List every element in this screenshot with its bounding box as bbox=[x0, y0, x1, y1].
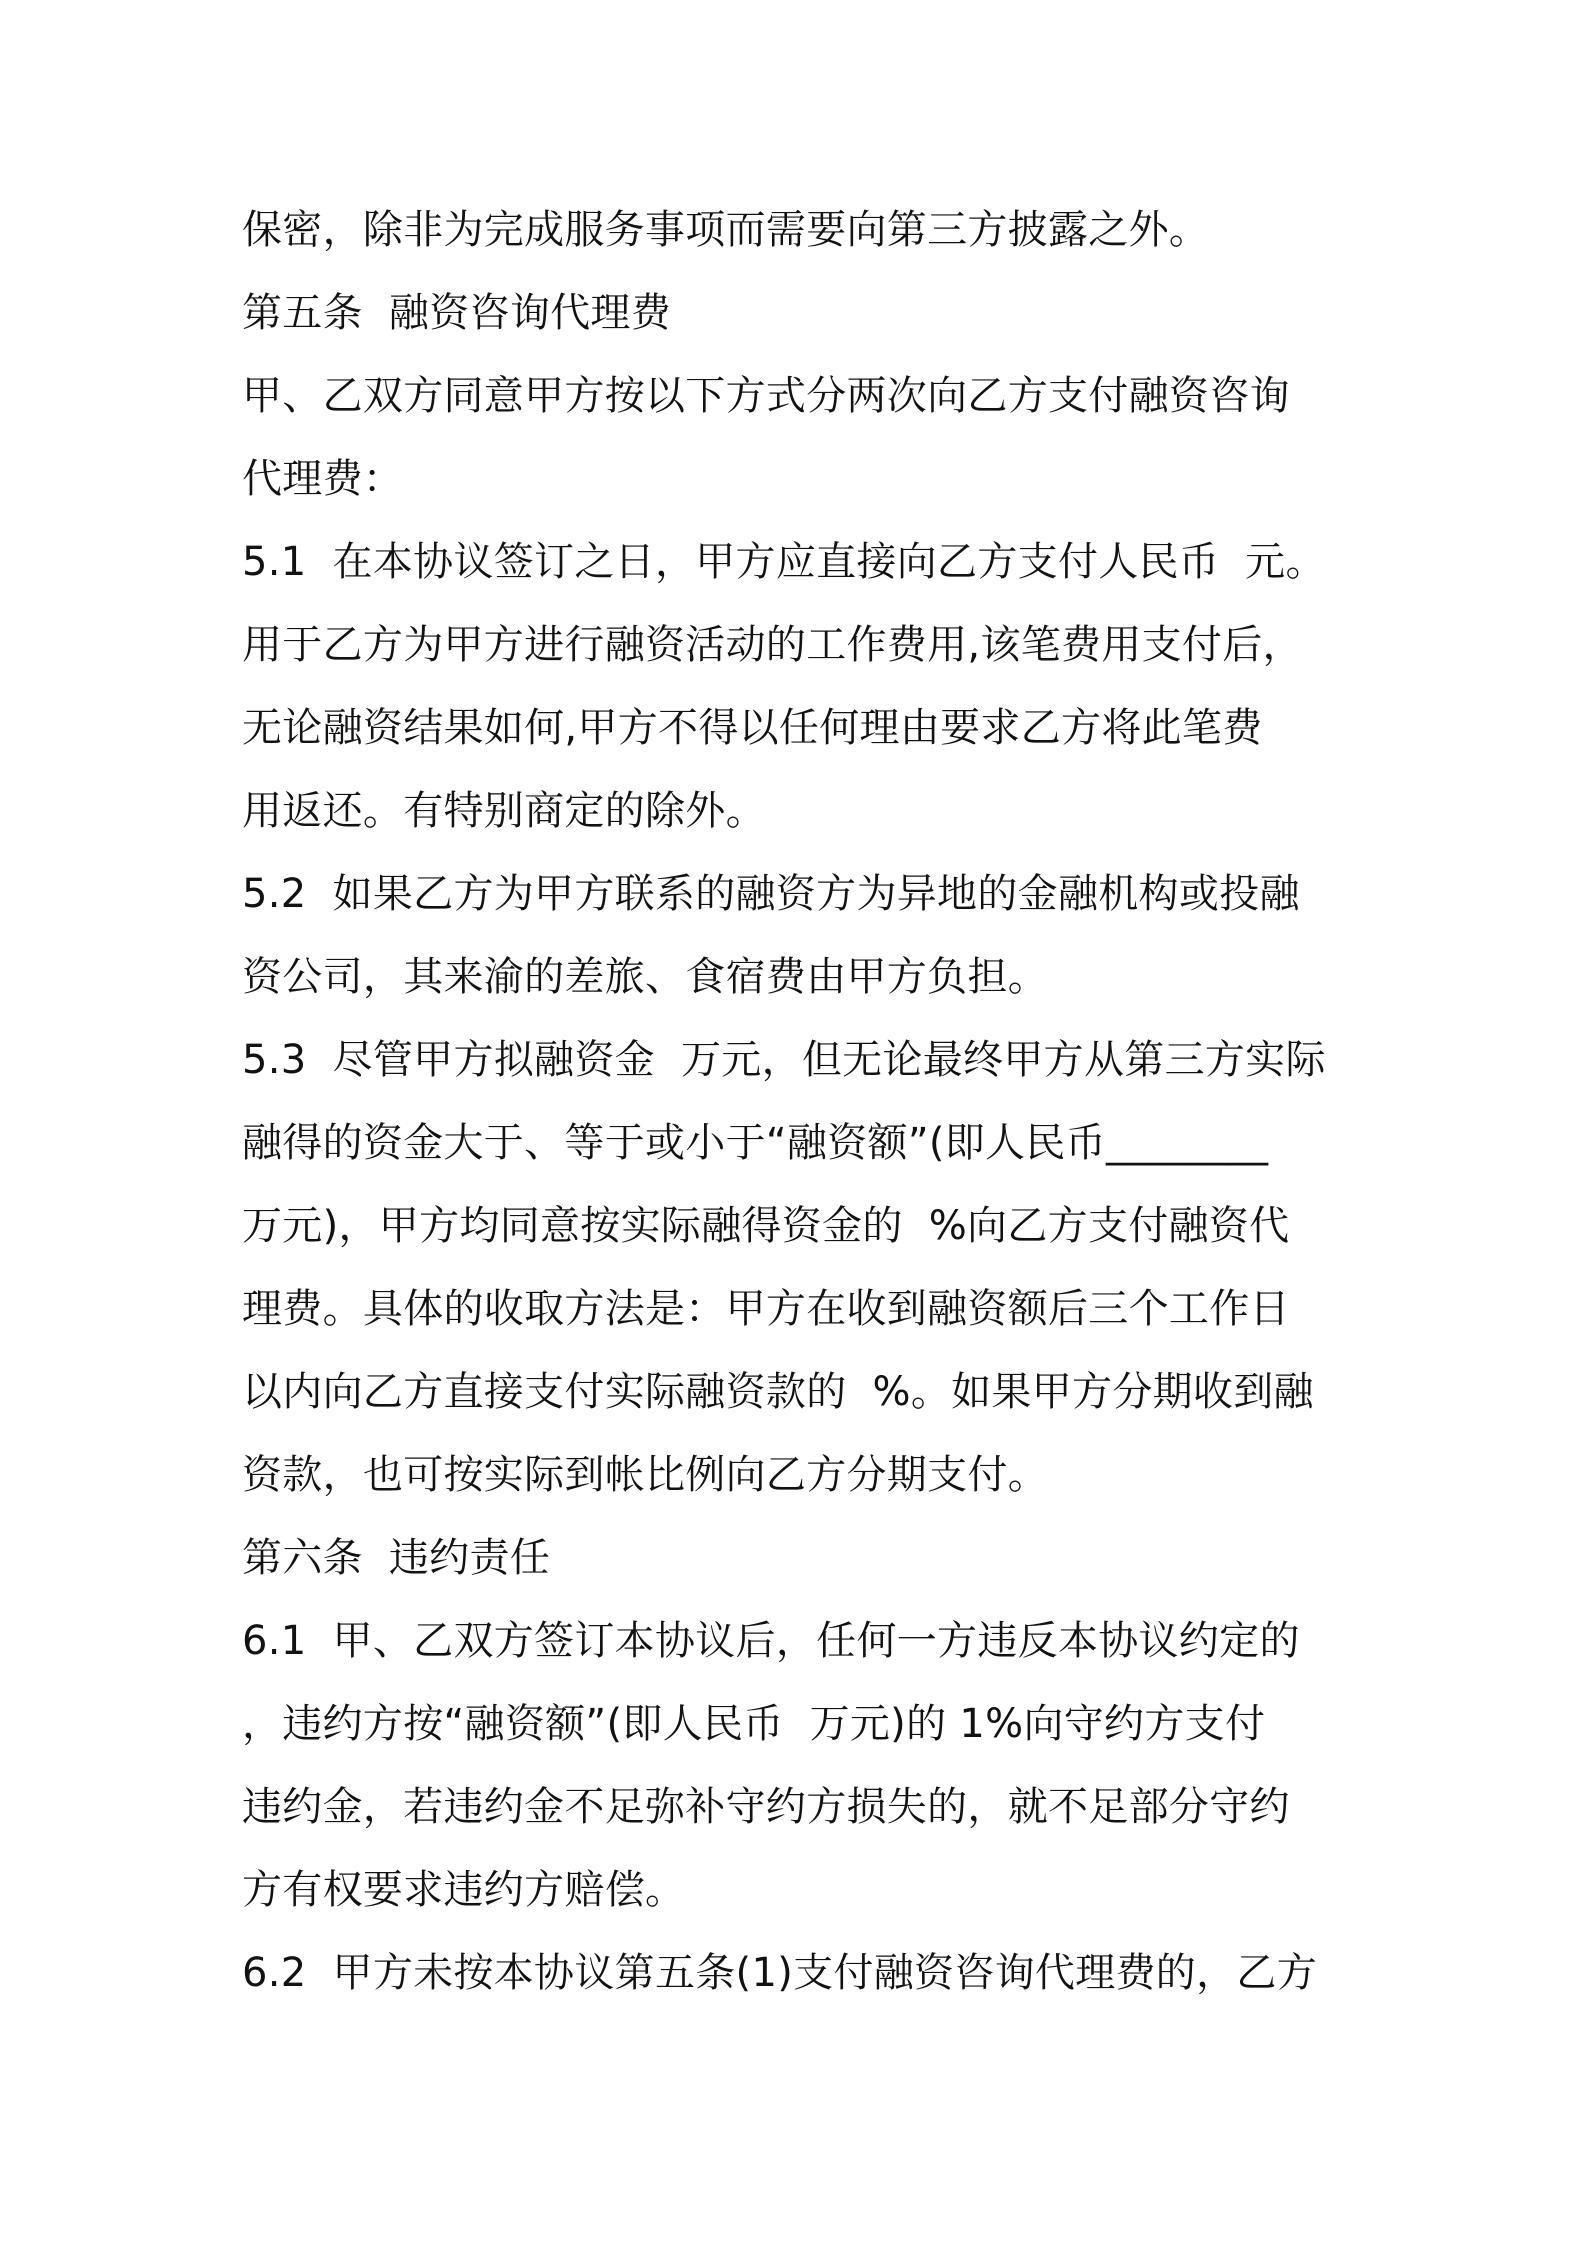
clause-6-1-cont-2: 违约金，若违约金不足弥补守约方损失的，就不足部分守约 bbox=[242, 1784, 1290, 1830]
text-line-confidentiality-end: 保密，除非为完成服务事项而需要向第三方披露之外。 bbox=[242, 207, 1210, 253]
clause-5-3-cont-2: 万元)，甲方均同意按实际融得资金的 %向乙方支付融资代 bbox=[242, 1203, 1290, 1249]
clause-5-1-cont-1: 用于乙方为甲方进行融资活动的工作费用,该笔费用支付后， bbox=[242, 622, 1303, 668]
clause-5-3-cont-4: 以内向乙方直接支付实际融资款的 %。如果甲方分期收到融 bbox=[242, 1369, 1314, 1415]
clause-5-1: 5.1 在本协议签订之日，甲方应直接向乙方支付人民币 元。 bbox=[242, 539, 1326, 585]
clause-5-3: 5.3 尽管甲方拟融资金 万元，但无论最终甲方从第三方实际 bbox=[242, 1037, 1326, 1083]
text-line-article-5-intro-cont: 代理费： bbox=[242, 456, 404, 502]
clause-5-3-cont-3: 理费。具体的收取方法是：甲方在收到融资额后三个工作日 bbox=[242, 1286, 1290, 1332]
clause-5-2: 5.2 如果乙方为甲方联系的融资方为异地的金融机构或投融 bbox=[242, 871, 1300, 917]
clause-5-2-cont: 资公司，其来渝的差旅、食宿费由甲方负担。 bbox=[242, 954, 1048, 1000]
clause-5-1-cont-3: 用返还。有特别商定的除外。 bbox=[242, 788, 766, 834]
article-5-heading: 第五条 融资咨询代理费 bbox=[242, 290, 672, 336]
clause-6-2: 6.2 甲方未按本协议第五条(1)支付融资咨询代理费的，乙方 bbox=[242, 1950, 1318, 1996]
clause-5-3-cont-1: 融得的资金大于、等于或小于“融资额”(即人民币________ bbox=[242, 1120, 1269, 1166]
article-6-heading: 第六条 违约责任 bbox=[242, 1535, 551, 1581]
clause-6-1-cont-3: 方有权要求违约方赔偿。 bbox=[242, 1867, 686, 1913]
text-line-article-5-intro: 甲、乙双方同意甲方按以下方式分两次向乙方支付融资咨询 bbox=[242, 373, 1290, 419]
clause-5-1-cont-2: 无论融资结果如何,甲方不得以任何理由要求乙方将此笔费 bbox=[242, 705, 1263, 751]
clause-5-3-cont-5: 资款，也可按实际到帐比例向乙方分期支付。 bbox=[242, 1452, 1048, 1498]
clause-6-1: 6.1 甲、乙双方签订本协议后，任何一方违反本协议约定的 bbox=[242, 1618, 1300, 1664]
clause-6-1-cont-1: ，违约方按“融资额”(即人民币 万元)的 1%向守约方支付 bbox=[242, 1701, 1266, 1747]
